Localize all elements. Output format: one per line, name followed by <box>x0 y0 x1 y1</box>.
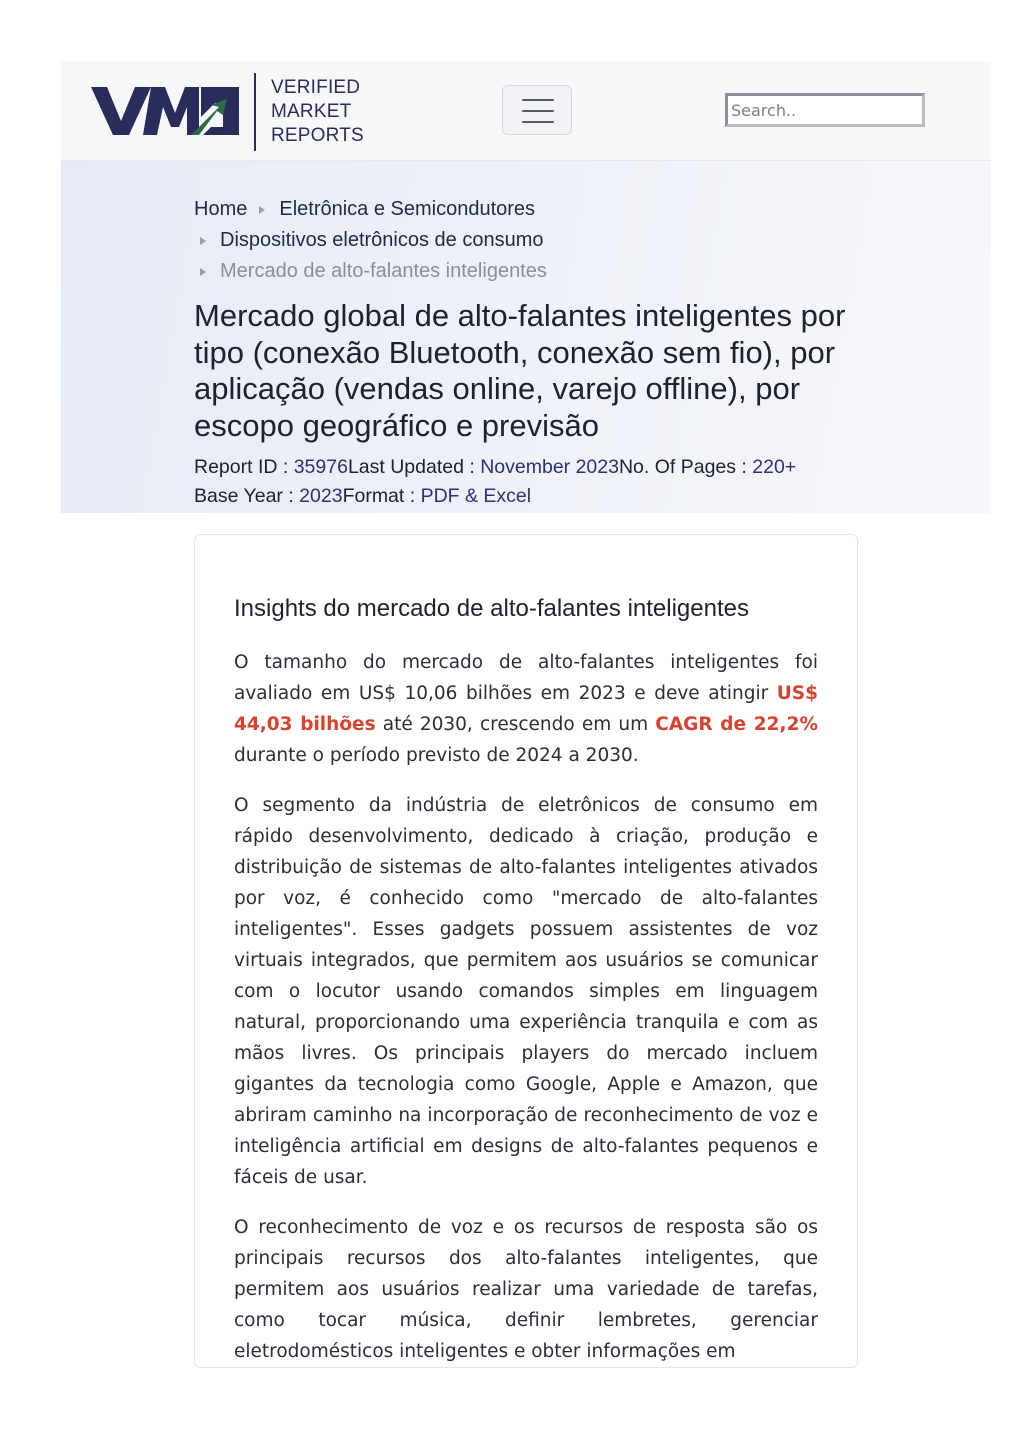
search-input[interactable] <box>725 93 925 127</box>
last-updated-label: Last Updated : <box>347 456 481 478</box>
highlight-market-value: US$ 44,03 bilhões <box>234 683 818 735</box>
breadcrumb-separator-icon <box>200 237 206 245</box>
report-id-label: Report ID : <box>194 456 294 478</box>
insights-card <box>194 534 858 1368</box>
site-header <box>61 61 991 161</box>
insights-content <box>234 647 818 1368</box>
breadcrumb <box>194 194 547 287</box>
base-year-value: 2023 <box>299 484 343 507</box>
insights-heading: Insights do mercado de alto-falantes inteligentes <box>234 595 749 622</box>
last-updated-value: November 2023 <box>480 456 619 478</box>
logo-line: REPORTS <box>271 125 364 146</box>
format-label: Format : <box>342 484 421 507</box>
page-title: Mercado global de alto-falantes inteligentes por tipo (conexão Bluetooth, conexão sem fio), por aplicação (vendas online, varejo offline), por escopo geográfico e previsão <box>194 298 846 443</box>
logo-wordmark <box>271 76 364 148</box>
breadcrumb-current: Mercado de alto-falantes inteligentes <box>220 260 547 282</box>
breadcrumb-home-link[interactable]: Home <box>194 198 248 220</box>
logo-line: VERIFIED <box>271 77 361 98</box>
paragraph-text: até 2030, crescendo em um <box>375 714 656 735</box>
insights-paragraph <box>234 647 818 771</box>
paragraph-text: O tamanho do mercado de alto-falantes inteligentes foi avaliado em US$ 10,06 bilhões em 2023 e deve atingir <box>234 652 818 704</box>
breadcrumb-separator-icon <box>259 206 265 214</box>
insights-paragraph: O reconhecimento de voz e os recursos de resposta são os principais recursos dos alto-falantes inteligentes, que permitem aos usuários realizar uma variedade de tarefas, como tocar música, definir lembretes, gerenciar eletrodomésticos inteligentes e obter informações em <box>234 1217 818 1362</box>
menu-toggle-button[interactable] <box>502 85 572 135</box>
site-logo[interactable] <box>91 73 364 151</box>
logo-divider <box>254 73 256 151</box>
report-meta <box>194 453 796 510</box>
pages-label: No. Of Pages : <box>618 456 753 478</box>
format-value: PDF & Excel <box>420 484 532 507</box>
base-year-label: Base Year : <box>194 484 300 507</box>
vmr-logo-mark-icon <box>91 87 239 135</box>
logo-line: MARKET <box>271 101 352 122</box>
breadcrumb-category-link[interactable]: Eletrônica e Semicondutores <box>279 198 536 220</box>
breadcrumb-subcategory-link[interactable]: Dispositivos eletrônicos de consumo <box>220 229 544 251</box>
report-hero <box>61 161 991 513</box>
insights-paragraph: O segmento da indústria de eletrônicos de consumo em rápido desenvolvimento, dedicado à criação, produção e distribuição de sistemas de alto-falantes inteligentes ativados por voz, é conhecido como "mercado de alto-falantes inteligentes". Esses gadgets possuem assistentes de voz virtuais integrados, que permitem aos usuários se comunicar com o locutor usando comandos simples em linguagem natural, proporcionando uma experiência tranquila e com as mãos livres. Os principais players do mercado incluem gigantes da tecnologia como Google, Apple e Amazon, que abriram caminho na incorporação de reconhecimento de voz e inteligência artificial em designs de alto-falantes pequenos e fáceis de usar. <box>234 795 818 1188</box>
highlight-cagr: CAGR de 22,2% <box>655 714 818 735</box>
report-id-value: 35976 <box>293 456 348 478</box>
paragraph-text: durante o período previsto de 2024 a 2030. <box>234 745 639 766</box>
breadcrumb-separator-icon <box>200 268 206 276</box>
pages-value: 220+ <box>752 456 797 478</box>
